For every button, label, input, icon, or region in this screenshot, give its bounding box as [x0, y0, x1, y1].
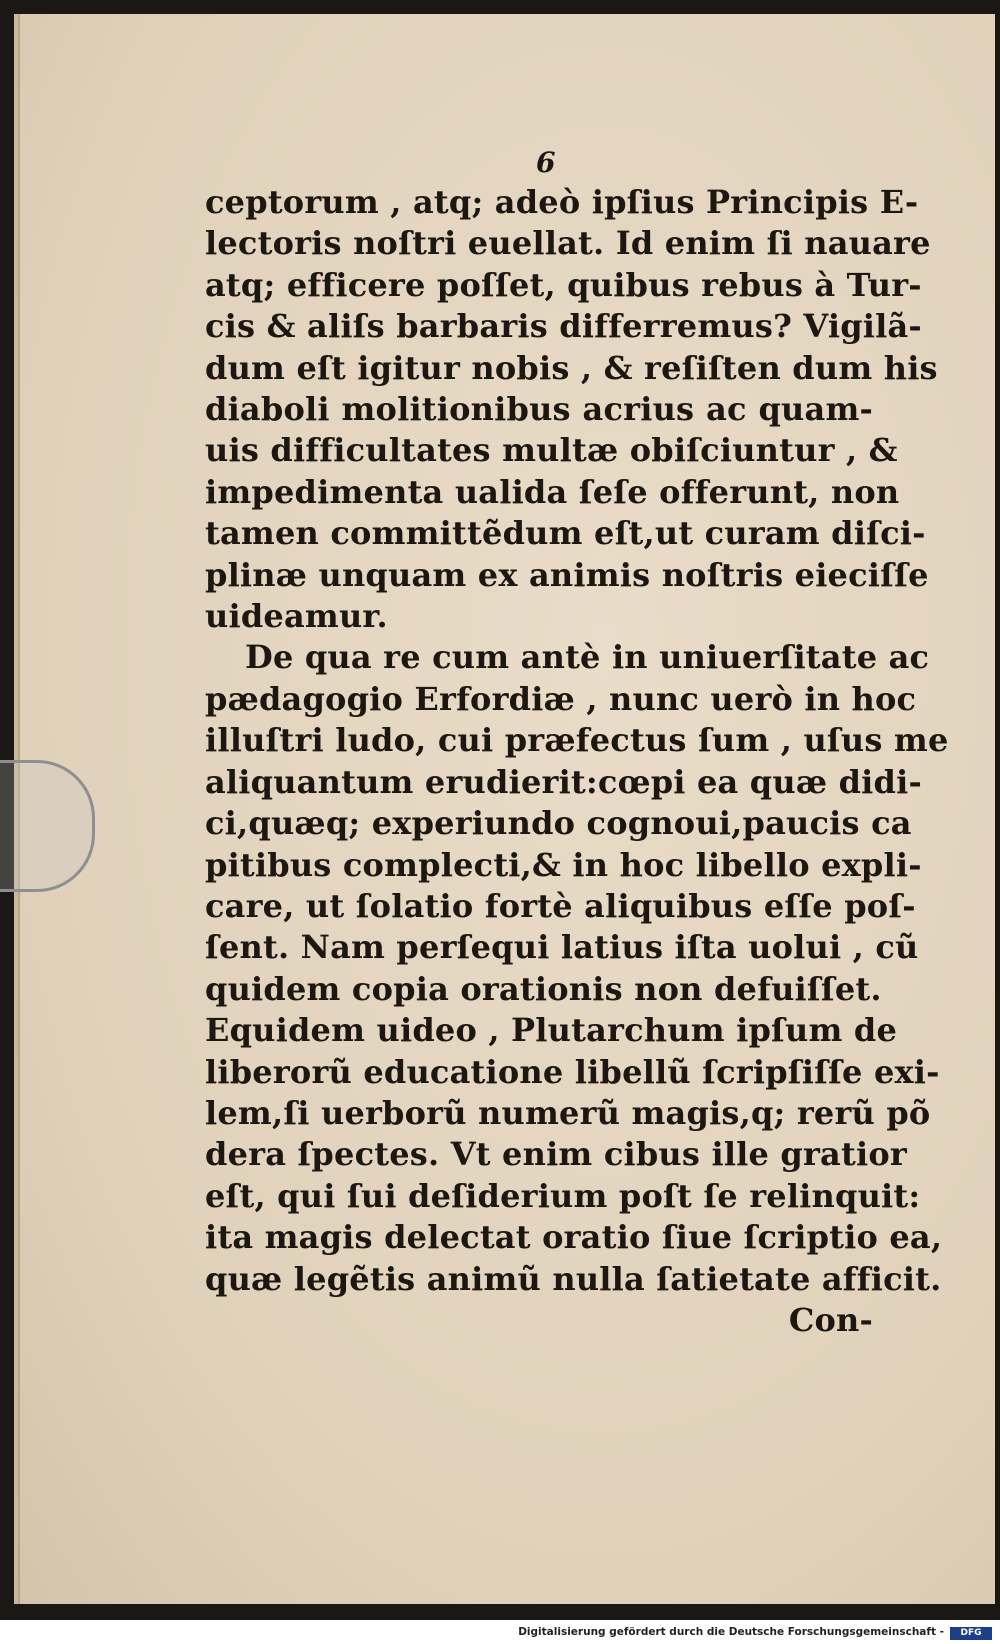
text-line: diaboli molitionibus acrius ac quam- — [205, 390, 873, 429]
text-line: ſent. Nam perſequi latius iſta uolui , cũ — [205, 928, 919, 967]
text-line: cis & aliſs barbaris differremus? Vigilã- — [205, 307, 922, 346]
text-line: illuſtri ludo, cui præfectus ſum , uſus me — [205, 721, 949, 760]
text-line: pitibus complecti,& in hoc libello expli- — [205, 845, 922, 884]
text-line: ceptorum , atq; adeò ipſius Principis E- — [205, 183, 919, 221]
text-line: dera ſpectes. Vt enim cibus ille gratior — [205, 1135, 907, 1174]
text-line: uis difficultates multæ obiſciuntur , & — [205, 431, 898, 470]
text-line: ita magis delectat oratio ſiue ſcriptio ea, — [205, 1218, 943, 1257]
text-line: plinæ unquam ex animis noſtris eieciſſe — [205, 555, 929, 594]
catchword: Con- — [788, 1300, 873, 1339]
text-line: eſt, qui ſui deſiderium poſt ſe relinquit: — [205, 1176, 921, 1215]
text-block — [205, 182, 949, 1341]
text-line: quæ legẽtis animũ nulla ſatietate afficit. — [205, 1259, 942, 1298]
dfg-logo: DFG — [950, 1627, 992, 1640]
page-number: 6 — [536, 146, 556, 179]
text-line: tamen committẽdum eſt,ut curam diſci- — [205, 514, 926, 553]
text-line: impedimenta ualida ſeſe offerunt, non — [205, 472, 900, 511]
text-line: lem,ſi uerborũ numerũ magis,q; rerũ põ — [205, 1093, 931, 1132]
funding-credit: Digitalisierung gefördert durch die Deutsche Forschungsgemeinschaft - — [518, 1626, 944, 1638]
text-line: uideamur. — [205, 597, 388, 636]
text-line: liberorũ educatione libellũ ſcripſiſſe exi- — [205, 1052, 940, 1091]
text-line: care, ut ſolatio fortè aliquibus eſſe poſ- — [205, 886, 916, 925]
text-line: pædagogio Erfordiæ , nunc uerò in hoc — [205, 679, 917, 718]
text-line: De qua re cum antè in uniuerſitate ac — [245, 638, 930, 677]
text-line: dum eſt igitur nobis , & reſiſten dum his — [205, 348, 938, 387]
text-line: atq; efficere poſſet, quibus rebus à Tur- — [205, 265, 922, 304]
text-line: aliquantum erudierit:cœpi ea quæ didi- — [205, 762, 922, 801]
text-line: quidem copia orationis non defuiſſet. — [205, 969, 882, 1008]
text-line: Equidem uideo , Plutarchum ipſum de — [205, 1011, 898, 1050]
text-line: lectoris noſtri euellat. Id enim ſi nauare — [205, 224, 931, 263]
text-line: ci,quæq; experiundo cognoui,paucis ca — [205, 804, 912, 843]
